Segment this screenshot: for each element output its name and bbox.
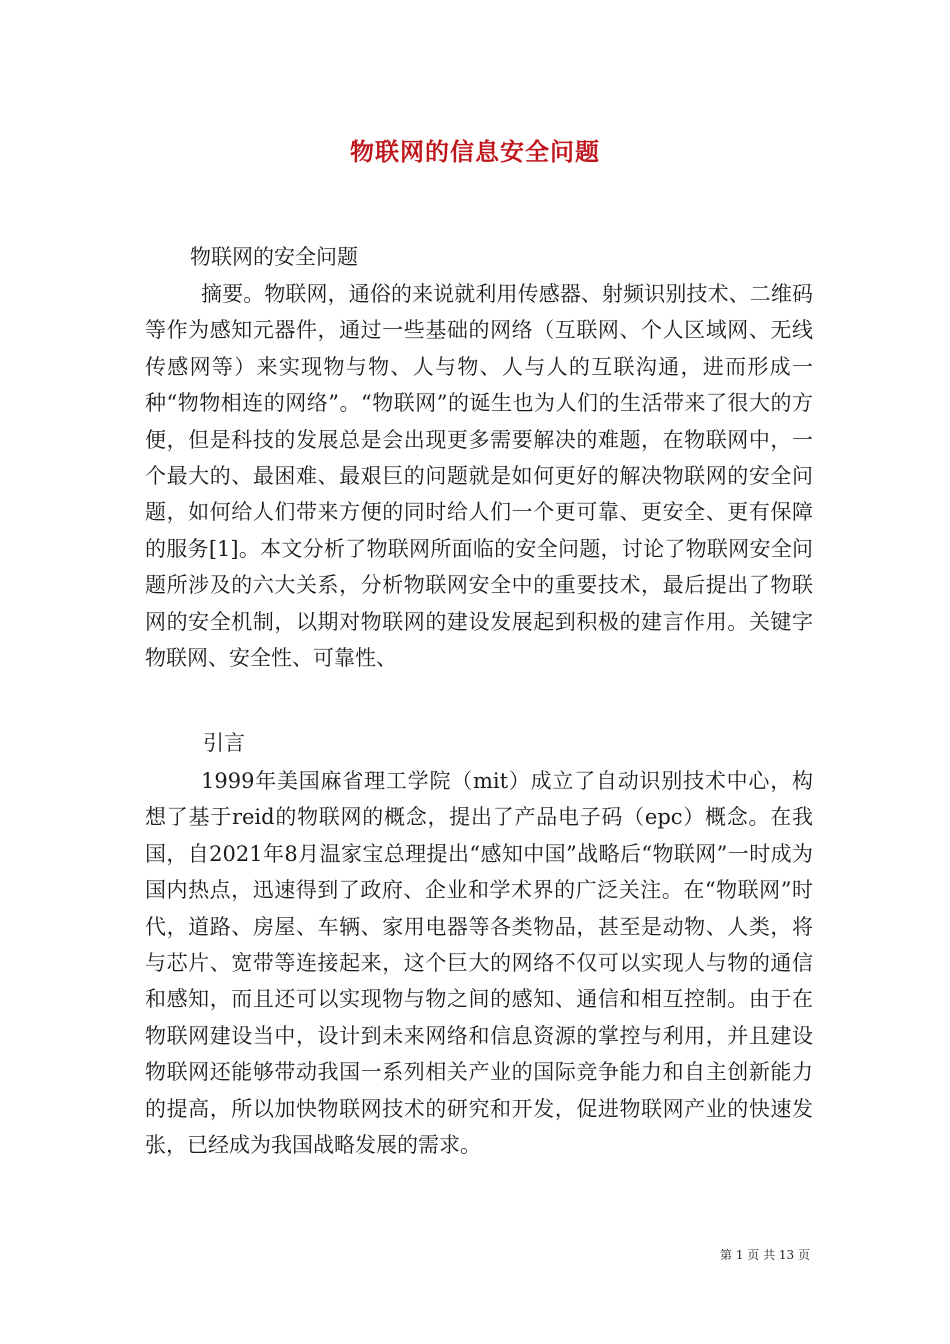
abstract-paragraph: 摘要。物联网，通俗的来说就利用传感器、射频识别技术、二维码等作为感知元器件，通过一些基础的网络（互联网、个人区域网、无线传感网等）来实现物与物、人与物、人与人的互联沟通，进而形成一种“物物相连的网络”。“物联网”的诞生也为人们的生活带来了很大的方便，但是科技的发展总是会出现更多需要解决的难题，在物联网中，一个最大的、最困难、最艰巨的问题就是如何更好的解决物联网的安全问题，如何给人们带来方便的同时给人们一个更可靠、更安全、更有保障的服务[1]。本文分析了物联网所面临的安全问题，讨论了物联网安全问题所涉及的六大关系，分析物联网安全中的重要技术，最后提出了物联网的安全机制，以期对物联网的建设发展起到积极的建言作用。关键字物联网、安全性、可靠性、 (145, 282, 813, 671)
page-number-footer: 第 1 页 共 13 页 (720, 1248, 810, 1262)
section-heading: 物联网的安全问题 (190, 245, 358, 269)
intro-paragraph: 1999年美国麻省理工学院（mit）成立了自动识别技术中心，构想了基于reid的物联网的概念，提出了产品电子码（epc）概念。在我国，自2021年8月温家宝总理提出“感知中国”战略后“物联网”一时成为国内热点，迅速得到了政府、企业和学术界的广泛关注。在“物联网”时代，道路、房屋、车辆、家用电器等各类物品，甚至是动物、人类，将与芯片、宽带等连接起来，这个巨大的网络不仅可以实现人与物的通信和感知，而且还可以实现物与物之间的感知、通信和相互控制。由于在物联网建设当中，设计到未来网络和信息资源的掌控与利用，并且建设物联网还能够带动我国一系列相关产业的国际竞争能力和自主创新能力的提高，所以加快物联网技术的研究和开发，促进物联网产业的快速发张，已经成为我国战略发展的需求。 (145, 769, 813, 1158)
document-title: 物联网的信息安全问题 (350, 137, 600, 166)
intro-heading: 引言 (203, 731, 245, 755)
